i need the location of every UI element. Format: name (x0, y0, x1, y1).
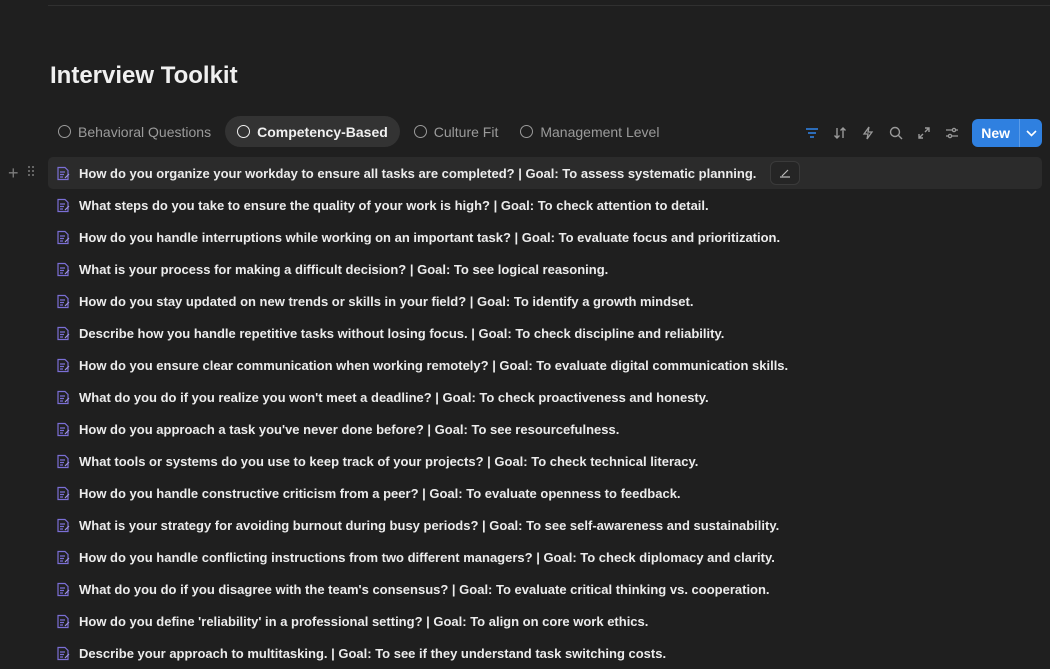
table-row[interactable] (48, 573, 1042, 605)
tab-label: Management Level (540, 123, 660, 140)
page-icon (56, 326, 71, 341)
page-icon (56, 294, 71, 309)
row-title[interactable]: What is your process for making a difficult decision? | Goal: To see logical reasoning. (79, 261, 609, 277)
page-icon (56, 198, 71, 213)
search-icon[interactable] (882, 119, 910, 147)
row-title[interactable]: Describe how you handle repetitive tasks without losing focus. | Goal: To check discipline and reliability. (79, 325, 725, 341)
page-icon (56, 262, 71, 277)
page-icon (56, 422, 71, 437)
page-icon (56, 518, 71, 533)
tab-culture-fit[interactable] (406, 116, 507, 147)
divider (48, 5, 1050, 6)
row-title[interactable]: How do you organize your workday to ensure all tasks are completed? | Goal: To assess systematic planning. (79, 165, 757, 181)
table-row[interactable] (48, 253, 1042, 285)
row-title[interactable]: Describe your approach to multitasking. | Goal: To see if they understand task switching costs. (79, 645, 667, 661)
row-title[interactable]: What do you do if you disagree with the team's consensus? | Goal: To evaluate critical thinking vs. cooperation. (79, 581, 770, 597)
add-row-icon[interactable]: + (8, 162, 19, 183)
table-row[interactable] (48, 317, 1042, 349)
row-title[interactable]: How do you handle interruptions while working on an important task? | Goal: To evaluate focus and prioritization. (79, 229, 781, 245)
question-list (8, 157, 1042, 669)
page-icon (56, 614, 71, 629)
row-title[interactable]: What steps do you take to ensure the quality of your work is high? | Goal: To check attention to detail. (79, 197, 709, 213)
row-title[interactable]: How do you stay updated on new trends or skills in your field? | Goal: To identify a growth mindset. (79, 293, 694, 309)
settings-sliders-icon[interactable] (938, 119, 966, 147)
circle-icon (237, 125, 250, 138)
table-row[interactable] (48, 221, 1042, 253)
table-row[interactable] (48, 413, 1042, 445)
page-icon (56, 230, 71, 245)
tab-management-level[interactable] (512, 116, 667, 147)
table-row[interactable] (48, 477, 1042, 509)
tab-competency-based[interactable] (225, 116, 400, 147)
circle-icon (520, 125, 533, 138)
new-button-label[interactable]: New (972, 119, 1020, 147)
drag-handle-icon[interactable] (27, 164, 35, 182)
row-title[interactable]: What is your strategy for avoiding burnout during busy periods? | Goal: To see self-awareness and sustainability. (79, 517, 780, 533)
sort-icon[interactable] (826, 119, 854, 147)
table-row[interactable] (48, 637, 1042, 669)
row-title[interactable]: How do you approach a task you've never done before? | Goal: To see resourcefulness. (79, 421, 620, 437)
page-icon (56, 582, 71, 597)
table-row[interactable] (8, 157, 1042, 189)
circle-icon (58, 125, 71, 138)
row-title[interactable]: What do you do if you realize you won't meet a deadline? | Goal: To check proactiveness and honesty. (79, 389, 709, 405)
chevron-down-icon[interactable] (1020, 119, 1042, 147)
page-icon (56, 550, 71, 565)
row-title[interactable]: What tools or systems do you use to keep track of your projects? | Goal: To check technical literacy. (79, 453, 699, 469)
row-gutter (8, 157, 35, 189)
edit-icon[interactable] (770, 161, 800, 185)
page-icon (56, 390, 71, 405)
table-row[interactable] (48, 189, 1042, 221)
table-row[interactable] (48, 381, 1042, 413)
tab-label: Competency-Based (257, 123, 388, 140)
page-icon (56, 486, 71, 501)
page-icon (56, 454, 71, 469)
page-title: Interview Toolkit (50, 62, 238, 89)
tab-label: Behavioral Questions (78, 123, 212, 140)
page-icon (56, 358, 71, 373)
tab-behavioral-questions[interactable] (50, 116, 219, 147)
table-row[interactable] (48, 445, 1042, 477)
table-row[interactable] (48, 605, 1042, 637)
lightning-icon[interactable] (854, 119, 882, 147)
row-title[interactable]: How do you define 'reliability' in a professional setting? | Goal: To align on core work ethics. (79, 613, 649, 629)
table-row[interactable] (48, 349, 1042, 381)
tab-label: Culture Fit (433, 123, 499, 140)
expand-icon[interactable] (910, 119, 938, 147)
row-title[interactable]: How do you handle constructive criticism from a peer? | Goal: To evaluate openness to feedback. (79, 485, 681, 501)
view-tabs (50, 116, 667, 147)
table-row[interactable] (48, 285, 1042, 317)
new-button[interactable] (972, 119, 1042, 147)
table-row[interactable] (48, 509, 1042, 541)
circle-icon (414, 125, 427, 138)
page-icon (56, 166, 71, 181)
row-title[interactable]: How do you handle conflicting instructions from two different managers? | Goal: To check diplomacy and clarity. (79, 549, 775, 565)
page-icon (56, 646, 71, 661)
filter-icon[interactable] (798, 119, 826, 147)
row-title[interactable]: How do you ensure clear communication when working remotely? | Goal: To evaluate digital communication skills. (79, 357, 789, 373)
table-row[interactable] (48, 541, 1042, 573)
toolbar (798, 119, 1042, 147)
